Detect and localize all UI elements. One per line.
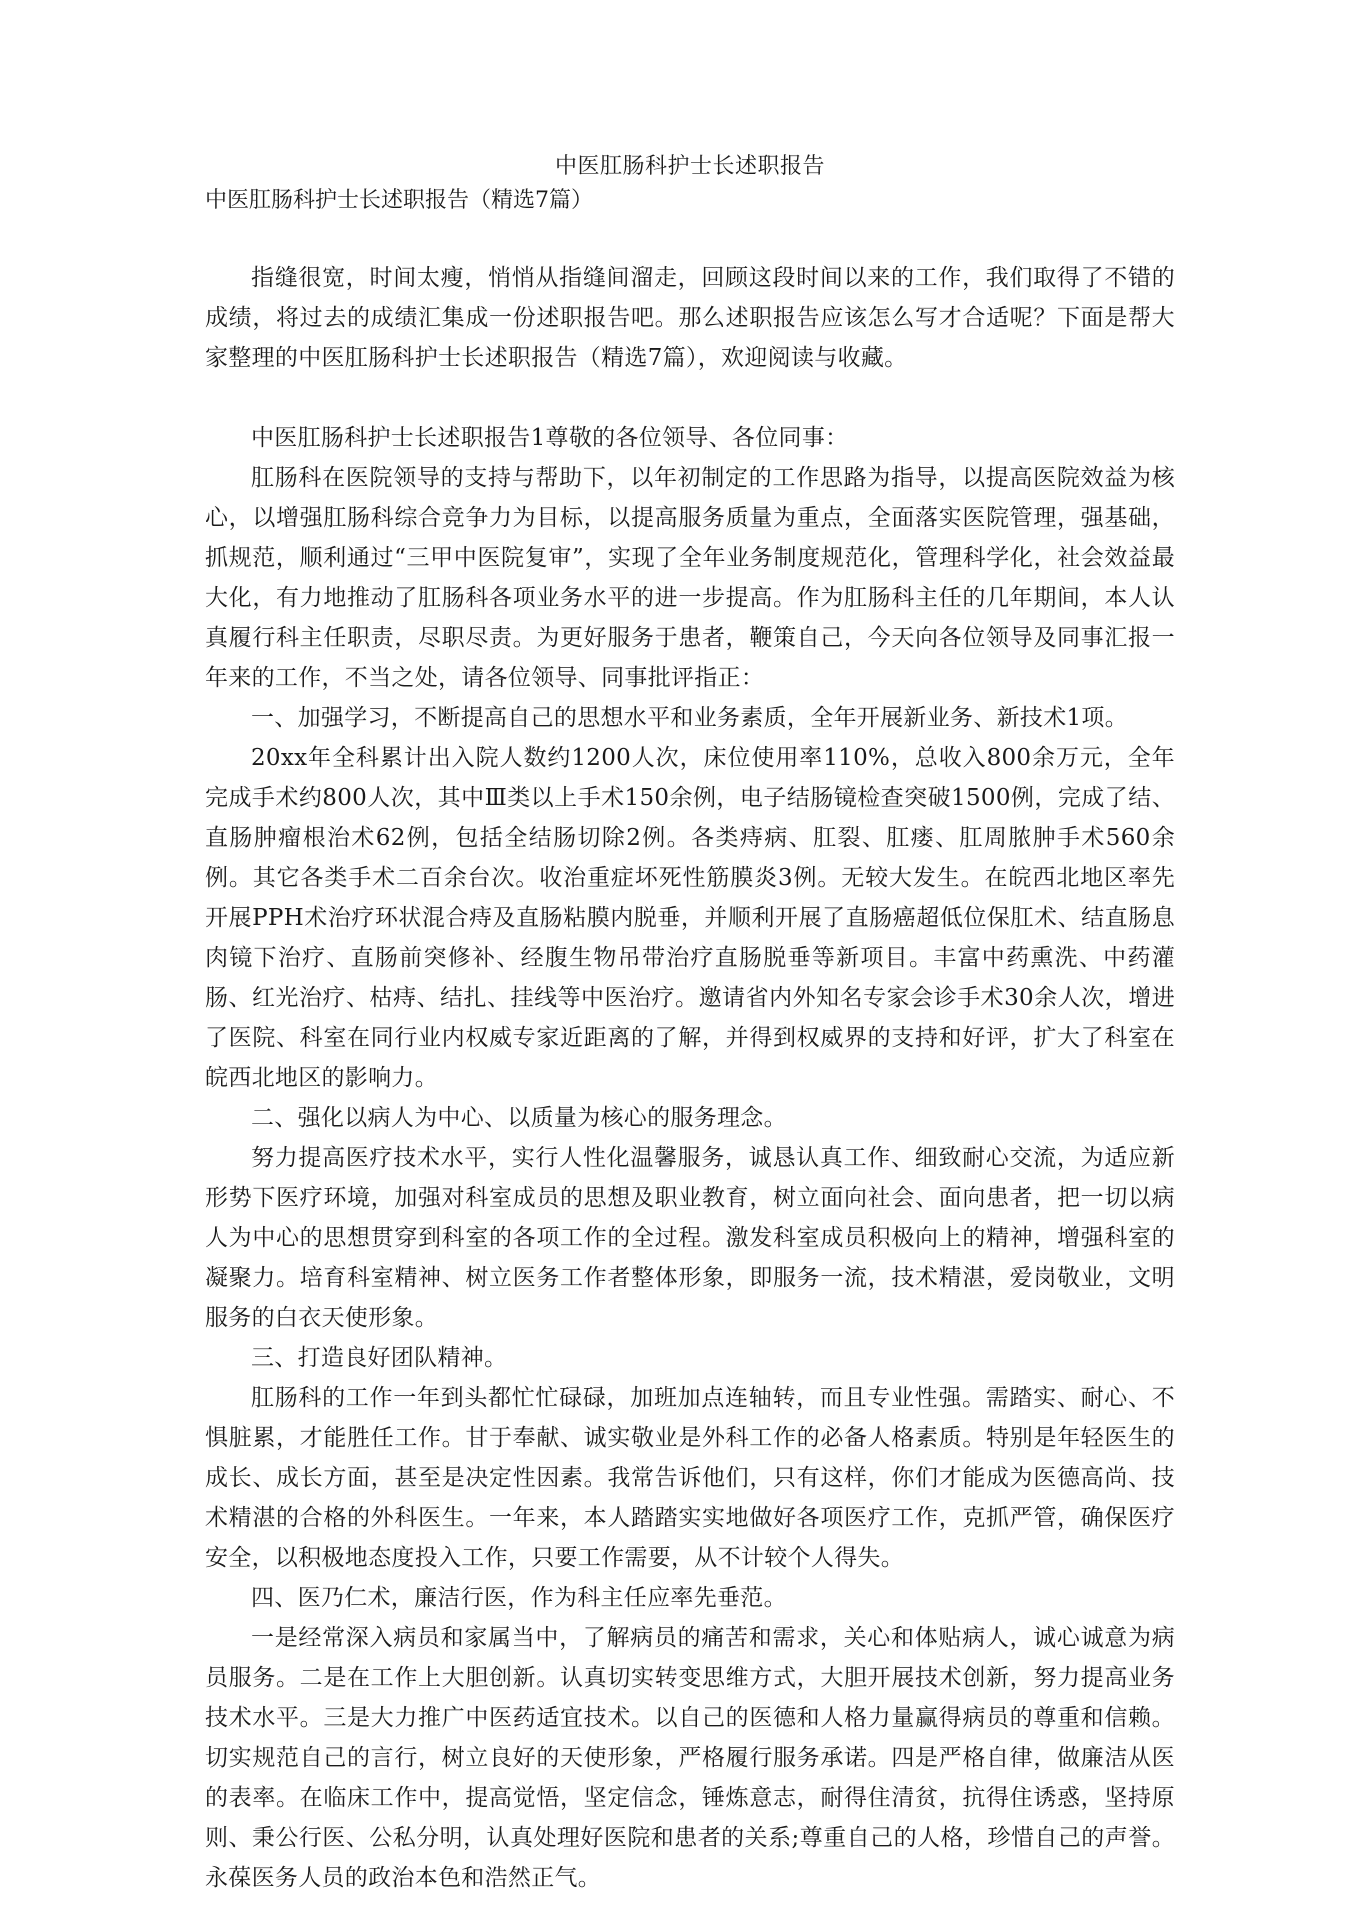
- document-title: 中医肛肠科护士长述职报告: [554, 154, 825, 179]
- document-page: [205, 150, 1175, 1898]
- intro-paragraph: 指缝很宽，时间太瘦，悄悄从指缝间溜走，回顾这段时间以来的工作，我们取得了不错的成绩，将过去的成绩汇集成一份述职报告吧。那么述职报告应该怎么写才合适呢？下面是帮大家整理的中医肛肠科护士长述职报告（精选7篇），欢迎阅读与收藏。: [205, 265, 1175, 371]
- body-paragraph: 一是经常深入病员和家属当中，了解病员的痛苦和需求，关心和体贴病人，诚心诚意为病员服务。二是在工作上大胆创新。认真切实转变思维方式，大胆开展技术创新，努力提高业务技术水平。三是大力推广中医药适宜技术。以自己的医德和人格力量赢得病员的尊重和信赖。切实规范自己的言行，树立良好的天使形象，严格履行服务承诺。四是严格自律，做廉洁从医的表率。在临床工作中，提高觉悟，坚定信念，锤炼意志，耐得住清贫，抗得住诱惑，坚持原则、秉公行医、公私分明，认真处理好医院和患者的关系;尊重自己的人格，珍惜自己的声誉。永葆医务人员的政治本色和浩然正气。: [205, 1625, 1175, 1891]
- body-paragraph: 肛肠科在医院领导的支持与帮助下，以年初制定的工作思路为指导，以提高医院效益为核心，以增强肛肠科综合竞争力为目标，以提高服务质量为重点，全面落实医院管理，强基础，抓规范，顺利通过“三甲中医院复审”，实现了全年业务制度规范化，管理科学化，社会效益最大化，有力地推动了肛肠科各项业务水平的进一步提高。作为肛肠科主任的几年期间，本人认真履行科主任职责，尽职尽责。为更好服务于患者，鞭策自己，今天向各位领导及同事汇报一年来的工作，不当之处，请各位领导、同事批评指正：: [205, 465, 1175, 691]
- body-paragraph: 努力提高医疗技术水平，实行人性化温馨服务，诚恳认真工作、细致耐心交流，为适应新形势下医疗环境，加强对科室成员的思想及职业教育，树立面向社会、面向患者，把一切以病人为中心的思想贯穿到科室的各项工作的全过程。激发科室成员积极向上的精神，增强科室的凝聚力。培育科室精神、树立医务工作者整体形象，即服务一流，技术精湛，爱岗敬业，文明服务的白衣天使形象。: [205, 1145, 1175, 1331]
- section-heading-3: 三、打造良好团队精神。: [251, 1345, 508, 1371]
- body-paragraph: 20xx年全科累计出入院人数约1200人次，床位使用率110%，总收入800余万元，全年完成手术约800人次，其中Ⅲ类以上手术150余例，电子结肠镜检查突破1500例，完成了结、直肠肿瘤根治术62例，包括全结肠切除2例。各类痔病、肛裂、肛瘘、肛周脓肿手术560余例。其它各类手术二百余台次。收治重症坏死性筋膜炎3例。无较大发生。在皖西北地区率先开展PPH术治疗环状混合痔及直肠粘膜内脱垂，并顺利开展了直肠癌超低位保肛术、结直肠息肉镜下治疗、直肠前突修补、经腹生物吊带治疗直肠脱垂等新项目。丰富中药熏洗、中药灌肠、红光治疗、枯痔、结扎、挂线等中医治疗。邀请省内外知名专家会诊手术30余人次，增进了医院、科室在同行业内权威专家近距离的了解，并得到权威界的支持和好评，扩大了科室在皖西北地区的影响力。: [205, 745, 1175, 1091]
- section-heading-2: 二、强化以病人为中心、以质量为核心的服务理念。: [251, 1105, 787, 1131]
- section-heading-1: 一、加强学习，不断提高自己的思想水平和业务素质，全年开展新业务、新技术1项。: [251, 705, 1129, 731]
- body-paragraph: 肛肠科的工作一年到头都忙忙碌碌，加班加点连轴转，而且专业性强。需踏实、耐心、不惧脏累，才能胜任工作。甘于奉献、诚实敬业是外科工作的必备人格素质。特别是年轻医生的成长、成长方面，甚至是决定性因素。我常告诉他们，只有这样，你们才能成为医德高尚、技术精湛的合格的外科医生。一年来，本人踏踏实实地做好各项医疗工作，克抓严管，确保医疗安全，以积极地态度投入工作，只要工作需要，从不计较个人得失。: [205, 1385, 1175, 1571]
- blank-line: [205, 218, 1175, 258]
- document-subtitle: 中医肛肠科护士长述职报告（精选7篇）: [205, 188, 593, 213]
- section-heading-report-1: 中医肛肠科护士长述职报告1尊敬的各位领导、各位同事：: [251, 425, 849, 451]
- section-heading-4: 四、医乃仁术，廉洁行医，作为科主任应率先垂范。: [251, 1585, 787, 1611]
